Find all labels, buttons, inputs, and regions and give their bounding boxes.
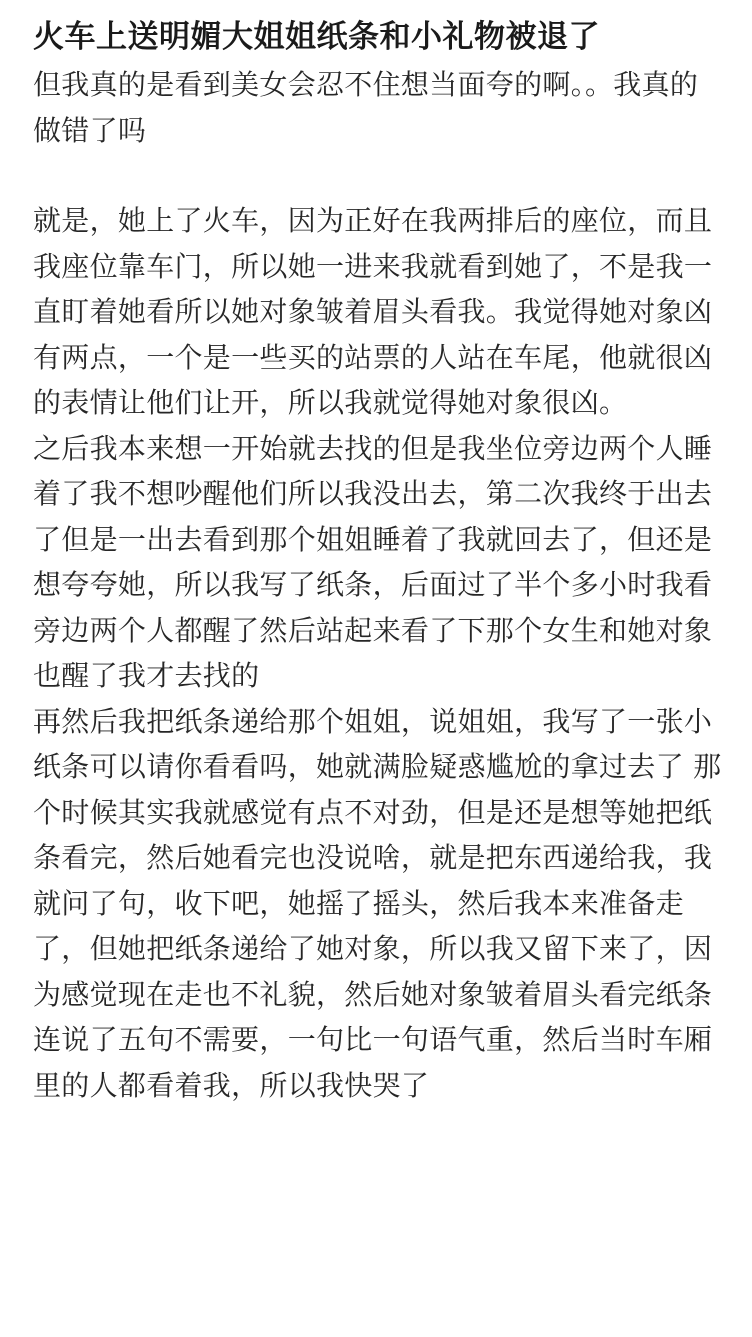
- post-intro: 但我真的是看到美女会忍不住想当面夸的啊。。我真的做错了吗: [33, 68, 699, 147]
- post-container: [33, 14, 723, 1108]
- post-paragraph: 再然后我把纸条递给那个姐姐，说姐姐，我写了一张小纸条可以请你看看吗，她就满脸疑惑尴尬的拿过去了 那个时候其实我就感觉有点不对劲，但是还是想等她把纸条看完，然后她看完也没说啥，就是把东西递给我，我就问了句，收下吧，她摇了摇头，然后我本来准备走了，但她把纸条递给了她对象，所以我又留下来了，因为感觉现在走也不礼貌，然后她对象皱着眉头看完纸条连说了五句不需要，一句比一句语气重，然后当时车厢里的人都看着我，所以我快哭了: [33, 704, 722, 1102]
- post-paragraph: 就是，她上了火车，因为正好在我两排后的座位，而且我座位靠车门，所以她一进来我就看到她了，不是我一直盯着她看所以她对象皱着眉头看我。我觉得她对象凶有两点，一个是一些买的站票的人站在车尾，他就很凶的表情让他们让开，所以我就觉得她对象很凶。: [33, 204, 713, 419]
- post-body: [33, 62, 723, 1108]
- post-paragraph: 之后我本来想一开始就去找的但是我坐位旁边两个人睡着了我不想吵醒他们所以我没出去，第二次我终于出去了但是一出去看到那个姐姐睡着了我就回去了，但还是想夸夸她，所以我写了纸条，后面过了半个多小时我看旁边两个人都醒了然后站起来看了下那个女生和她对象也醒了我才去找的: [33, 431, 713, 692]
- post-title: 火车上送明媚大姐姐纸条和小礼物被退了: [33, 19, 600, 55]
